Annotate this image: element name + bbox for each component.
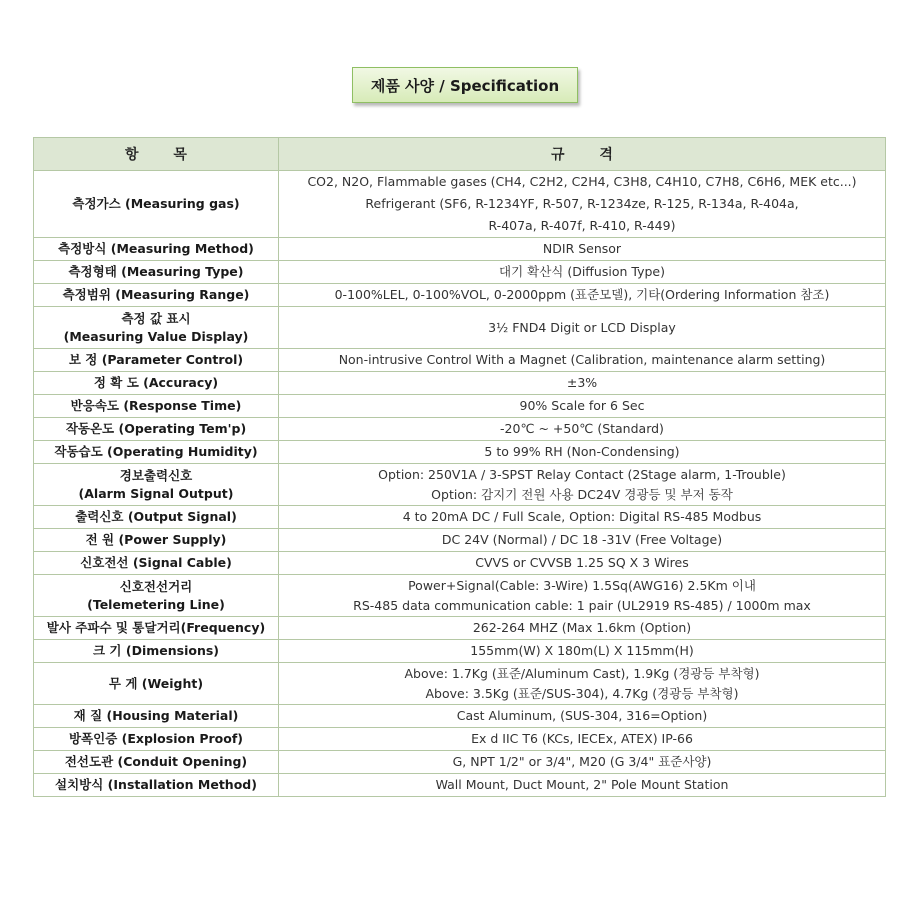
spec-item-label [34, 640, 279, 663]
spec-item-label [34, 552, 279, 575]
table-row [34, 774, 886, 797]
spec-item-label [34, 395, 279, 418]
spec-item-label-line: 무 게 (Weight) [108, 675, 204, 691]
spec-item-value-line: 4 to 20mA DC / Full Scale, Option: Digital RS-485 Modbus [402, 509, 762, 524]
spec-item-label [34, 349, 279, 372]
spec-item-label-line: 측정범위 (Measuring Range) [62, 287, 250, 302]
table-row [34, 238, 886, 261]
spec-item-value [279, 529, 886, 552]
table-row [34, 506, 886, 529]
spec-table-body [34, 171, 886, 797]
spec-item-value [279, 349, 886, 372]
spec-item-label [34, 372, 279, 395]
spec-item-label [34, 441, 279, 464]
spec-item-label [34, 238, 279, 261]
spec-item-label-line: 측정형태 (Measuring Type) [68, 264, 244, 279]
table-row [34, 349, 886, 372]
spec-item-label-line: 보 정 (Parameter Control) [68, 352, 244, 367]
spec-item-value-line: 262-264 MHZ (Max 1.6km (Option) [472, 620, 692, 635]
spec-item-value-line: Non-intrusive Control With a Magnet (Calibration, maintenance alarm setting) [338, 352, 826, 367]
spec-item-label-line: 측정가스 (Measuring gas) [72, 196, 240, 211]
spec-item-value-line: Option: 250V1A / 3-SPST Relay Contact (2Stage alarm, 1-Trouble) [378, 466, 786, 482]
spec-item-value [279, 640, 886, 663]
spec-item-value [279, 284, 886, 307]
spec-item-value [279, 552, 886, 575]
spec-item-label [34, 705, 279, 728]
spec-item-label [34, 261, 279, 284]
spec-item-value [279, 751, 886, 774]
spec-item-value-line: 90% Scale for 6 Sec [519, 398, 645, 413]
spec-item-value [279, 663, 886, 705]
spec-item-label-line: 전 원 (Power Supply) [85, 532, 227, 547]
spec-item-value-line: ±3% [566, 375, 598, 390]
spec-item-label-line: 정 확 도 (Accuracy) [93, 375, 219, 390]
spec-item-value-line: DC 24V (Normal) / DC 18 -31V (Free Voltage) [441, 532, 723, 547]
spec-item-value [279, 464, 886, 506]
spec-item-value [279, 705, 886, 728]
spec-item-value [279, 506, 886, 529]
spec-item-label-line: 전선도관 (Conduit Opening) [64, 754, 248, 769]
spec-item-value-line: Wall Mount, Duct Mount, 2" Pole Mount Station [435, 777, 729, 792]
spec-item-label [34, 774, 279, 797]
spec-item-value [279, 774, 886, 797]
spec-table [33, 137, 886, 797]
spec-item-value-line: Above: 3.5Kg (표준/SUS-304), 4.7Kg (경광등 부착형) [425, 685, 739, 701]
table-row [34, 418, 886, 441]
table-row [34, 728, 886, 751]
spec-item-label [34, 284, 279, 307]
spec-item-label [34, 617, 279, 640]
table-row [34, 705, 886, 728]
spec-item-label [34, 418, 279, 441]
spec-item-value-line: 대기 확산식 (Diffusion Type) [499, 264, 665, 279]
table-row [34, 372, 886, 395]
spec-item-value-line: Above: 1.7Kg (표준/Aluminum Cast), 1.9Kg (경광등 부착형) [404, 665, 760, 681]
spec-item-value [279, 261, 886, 284]
table-row [34, 395, 886, 418]
spec-item-label-line: (Alarm Signal Output) [78, 485, 234, 501]
table-row [34, 261, 886, 284]
spec-item-label [34, 751, 279, 774]
spec-item-label-line: 재 질 (Housing Material) [73, 708, 239, 723]
spec-item-value-line: R-407a, R-407f, R-410, R-449) [488, 218, 676, 233]
table-row [34, 171, 886, 238]
spec-item-label [34, 307, 279, 349]
spec-item-value-line: CVVS or CVVSB 1.25 SQ X 3 Wires [475, 555, 689, 570]
spec-item-value [279, 575, 886, 617]
spec-item-value-line: NDIR Sensor [542, 241, 622, 256]
spec-item-value [279, 617, 886, 640]
spec-item-value-line: RS-485 data communication cable: 1 pair (UL2919 RS-485) / 1000m max [353, 597, 811, 613]
spec-title: 제품 사양 / Specification [352, 67, 578, 103]
table-row [34, 529, 886, 552]
spec-item-value-line: Ex d IIC T6 (KCs, IECEx, ATEX) IP-66 [471, 731, 693, 746]
spec-item-value [279, 395, 886, 418]
spec-item-label [34, 529, 279, 552]
spec-item-label [34, 663, 279, 705]
spec-item-label-line: 출력신호 (Output Signal) [75, 509, 237, 524]
spec-item-label [34, 171, 279, 238]
spec-item-label-line: 작동온도 (Operating Tem'p) [65, 421, 247, 436]
spec-item-value [279, 238, 886, 261]
table-row [34, 617, 886, 640]
spec-item-label-line: 신호전선거리 [119, 578, 193, 594]
spec-item-label-line: 경보출력신호 [119, 467, 193, 483]
spec-item-label-line: 측정 값 표시 [121, 310, 191, 326]
spec-item-value-line: Cast Aluminum, (SUS-304, 316=Option) [456, 708, 708, 723]
spec-item-value-line: G, NPT 1/2" or 3/4", M20 (G 3/4" 표준사양) [452, 754, 712, 769]
spec-item-value-line: 3½ FND4 Digit or LCD Display [488, 319, 676, 335]
table-row [34, 552, 886, 575]
table-row [34, 640, 886, 663]
spec-item-value [279, 728, 886, 751]
spec-item-value-line: 155mm(W) X 180m(L) X 115mm(H) [470, 643, 694, 658]
spec-item-label-line: 방폭인증 (Explosion Proof) [68, 731, 243, 746]
spec-item-label [34, 464, 279, 506]
table-row [34, 751, 886, 774]
header-spec: 규 격 [279, 138, 886, 171]
spec-item-value-line: Refrigerant (SF6, R-1234YF, R-507, R-1234ze, R-125, R-134a, R-404a, [365, 196, 799, 211]
spec-item-label-line: 크 기 (Dimensions) [93, 643, 219, 658]
spec-item-label [34, 728, 279, 751]
table-row [34, 284, 886, 307]
table-row [34, 441, 886, 464]
spec-item-value [279, 307, 886, 349]
spec-item-label-line: (Measuring Value Display) [63, 328, 249, 344]
spec-item-label [34, 506, 279, 529]
spec-item-label-line: (Telemetering Line) [87, 596, 225, 612]
spec-item-value-line: Power+Signal(Cable: 3-Wire) 1.5Sq(AWG16) 2.5Km 이내 [408, 577, 756, 593]
spec-item-value [279, 171, 886, 238]
spec-item-value [279, 441, 886, 464]
spec-item-label-line: 측정방식 (Measuring Method) [58, 241, 254, 256]
spec-item-value-line: CO2, N2O, Flammable gases (CH4, C2H2, C2H4, C3H8, C4H10, C7H8, C6H6, MEK etc...) [307, 174, 857, 189]
spec-item-value-line: 0-100%LEL, 0-100%VOL, 0-2000ppm (표준모델), 기타(Ordering Information 참조) [334, 287, 830, 302]
table-row [34, 575, 886, 617]
spec-item-label-line: 설치방식 (Installation Method) [55, 777, 257, 792]
spec-item-value [279, 418, 886, 441]
spec-item-label-line: 작동습도 (Operating Humidity) [54, 444, 258, 459]
header-item: 항 목 [34, 138, 279, 171]
table-row [34, 307, 886, 349]
spec-item-label-line: 발사 주파수 및 통달거리(Frequency) [46, 620, 266, 635]
spec-item-value [279, 372, 886, 395]
spec-item-value-line: Option: 감지기 전원 사용 DC24V 경광등 및 부저 동작 [431, 486, 733, 502]
table-row [34, 464, 886, 506]
spec-item-label-line: 신호전선 (Signal Cable) [80, 555, 232, 570]
spec-item-label [34, 575, 279, 617]
spec-item-value-line: 5 to 99% RH (Non-Condensing) [484, 444, 680, 459]
spec-item-label-line: 반응속도 (Response Time) [70, 398, 242, 413]
table-header-row [34, 138, 886, 171]
spec-item-value-line: -20℃ ~ +50℃ (Standard) [500, 421, 664, 436]
table-row [34, 663, 886, 705]
